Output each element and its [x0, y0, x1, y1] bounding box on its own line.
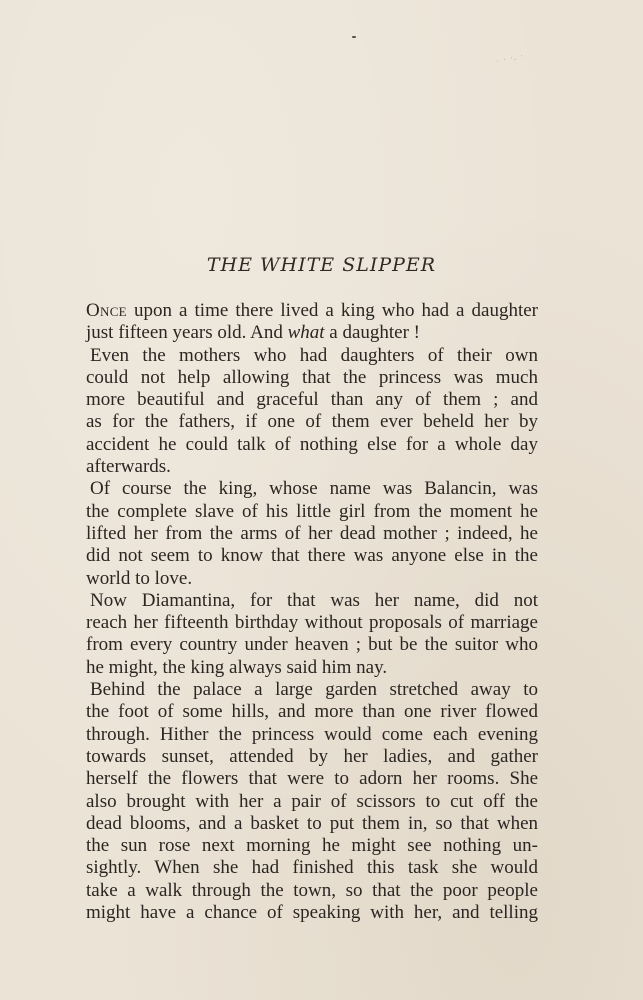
- text-line: could not help allowing that the princess was much: [86, 366, 538, 388]
- text-line: reach her fifteenth birthday without proposals of marriage: [86, 612, 538, 634]
- text-line: Behind the palace a large garden stretched away to: [90, 679, 538, 701]
- text-line: he might, the king always said him nay.: [86, 656, 388, 678]
- text-line: [86, 300, 538, 322]
- paragraph-5: [86, 679, 538, 924]
- text-line: dead blooms, and a basket to put them in, so that when: [86, 812, 538, 834]
- text-line: herself the flowers that were to adorn her rooms. She: [86, 768, 538, 790]
- text-line: as for the fathers, if one of them ever beheld her by: [86, 411, 538, 433]
- text-line: lifted her from the arms of her dead mother ; indeed, he: [86, 522, 538, 544]
- body-text: [86, 300, 538, 924]
- text-line: might have a chance of speaking with her, and telling: [86, 902, 538, 924]
- text-line: Of course the king, whose name was Balancin, was: [90, 478, 538, 500]
- text-line: Even the mothers who had daughters of their own: [90, 344, 538, 366]
- text-line: [86, 322, 538, 344]
- chapter-title: THE WHITE SLIPPER: [206, 254, 437, 276]
- paragraph-1: [86, 300, 538, 345]
- line-text: a daughter !: [324, 322, 421, 344]
- paragraph-4: [86, 590, 538, 679]
- line-text: just fifteen years old. And: [86, 322, 288, 344]
- ink-speck: [352, 36, 356, 38]
- text-line: also brought with her a pair of scissors to cut off the: [86, 790, 538, 812]
- text-line: the complete slave of his little girl from the moment he: [86, 500, 538, 522]
- text-line: afterwards.: [86, 456, 171, 478]
- text-line: world to love.: [86, 567, 193, 589]
- text-line: towards sunset, attended by her ladies, and gather: [86, 745, 538, 767]
- paragraph-2: [86, 345, 538, 479]
- drop-word: Once: [86, 300, 127, 321]
- faint-mark: · · ·. ·: [495, 51, 525, 66]
- text-line: accident he could talk of nothing else for a whole day: [86, 433, 538, 455]
- text-line: sightly. When she had finished this task she would: [86, 857, 538, 879]
- text-line: did not seem to know that there was anyone else in the: [86, 545, 538, 567]
- text-line: take a walk through the town, so that the poor people: [86, 879, 538, 901]
- text-line: more beautiful and graceful than any of them ; and: [86, 389, 538, 411]
- text-line: Now Diamantina, for that was her name, did not: [90, 589, 538, 611]
- text-line: from every country under heaven ; but be the suitor who: [86, 634, 538, 656]
- line-text: upon a time there lived a king who had a daughter: [126, 300, 538, 321]
- text-line: through. Hither the princess would come each evening: [86, 723, 538, 745]
- emphasis-word: what: [287, 322, 325, 344]
- text-line: the sun rose next morning he might see nothing un-: [86, 835, 538, 857]
- text-line: the foot of some hills, and more than one river flowed: [86, 701, 538, 723]
- paragraph-3: [86, 478, 538, 589]
